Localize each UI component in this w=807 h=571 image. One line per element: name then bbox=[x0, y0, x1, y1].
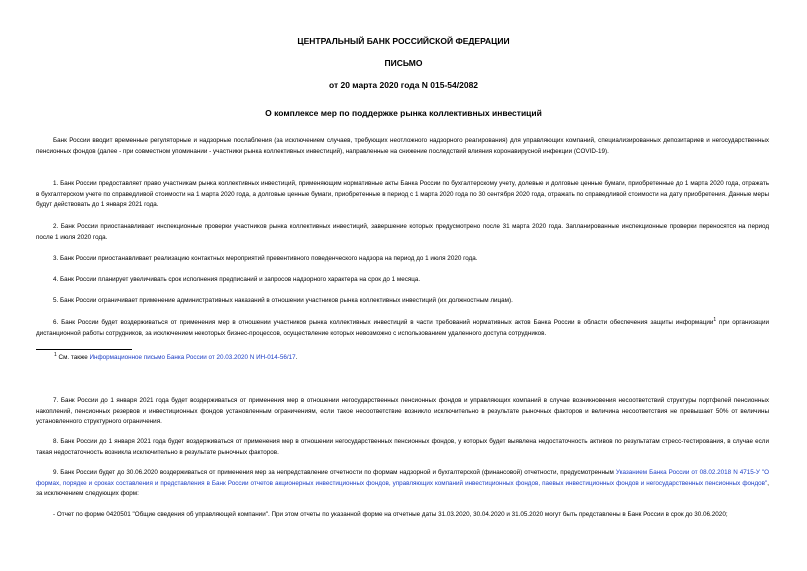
document-date-number: от 20 марта 2020 года N 015-54/2082 bbox=[328, 80, 479, 90]
item-6-text: 6. Банк России будет воздерживаться от применения мер в отношении участников рынка коллективных инвестиций в части требований нормативных актов Банка России в области обеспечения защиты информации bbox=[53, 319, 714, 326]
item-10: - Отчет по форме 0420501 "Общие сведения об управляющей компании". При этом отчеты по указанной форме на отчетные даты 31.03.2020, 30.04.2020 и 31.05.2020 могут быть представлены в Банк России в срок до 30.06.2020; bbox=[53, 511, 728, 518]
item-6 bbox=[36, 318, 769, 339]
item-9-end: , за исключением следующих форм: bbox=[36, 479, 769, 498]
item-5: 5. Банк России ограничивает применение административных наказаний в отношении участников рынка коллективных инвестиций (их должностным лицам). bbox=[53, 297, 513, 304]
footnote-end: . bbox=[295, 354, 298, 361]
item-4: 4. Банк России планирует увеличивать срок исполнения предписаний и запросов надзорного характера на срок до 1 месяца. bbox=[53, 276, 421, 283]
regulation-link[interactable]: Указанием Банка России от 08.02.2018 N 4715-У "О формах, порядке и сроках составления и представления в Банк России отчетов акционерных инвестиционных фондов, управляющих компаний инвестиционных фондов, паевых инвестиционных фондов и негосударственных пенсионных фондов" bbox=[36, 469, 769, 487]
intro-paragraph: Банк России вводит временные регуляторные и надзорные послабления (за исключением случаев, требующих неотложного надзорного реагирования) для управляющих компаний, специализированных депозитариев и негосударственных пенсионных фондов (далее - при совместном упоминании - участники рынка коллективных инвестиций), направленные на снижение последствий влияния коронавирусной инфекции (COVID-19). bbox=[36, 137, 769, 155]
footnote-reference[interactable]: 1 bbox=[713, 316, 717, 323]
item-9 bbox=[36, 468, 769, 500]
item-7: 7. Банк России до 1 января 2021 года будет воздерживаться от применения мер в отношении негосударственных пенсионных фондов и управляющих компаний в случае возникновения несоответствий структуры портфелей пенсионных накоплений, пенсионных резервов и инвестиционных фондов установленным ограничениям, если такое несоответствие возникло исключительно в результате рыночных факторов и величина несоответствия не превышает 50% от величины установленного структурного ограничения. bbox=[36, 397, 769, 426]
footnote bbox=[54, 353, 297, 363]
document-type: ПИСЬМО bbox=[384, 58, 423, 68]
item-6-tail: при организации дистанционной работы сотрудников, за исключением некоторых бизнес-процессов, осуществление которых невозможно с использованием удаленного доступа сотрудников. bbox=[36, 319, 769, 337]
item-2: 2. Банк России приостанавливает инспекционные проверки участников рынка коллективных инвестиций, завершение которых предусмотрено после 31 марта 2020 года. Запланированные инспекционные проверки переносятся на период после 1 июля 2020 года. bbox=[36, 223, 769, 241]
footnote-text: См. также bbox=[56, 354, 90, 361]
footnote-link[interactable]: Информационное письмо Банка России от 20.03.2020 N ИН-014-56/17 bbox=[89, 354, 296, 361]
issuer-heading: ЦЕНТРАЛЬНЫЙ БАНК РОССИЙСКОЙ ФЕДЕРАЦИИ bbox=[297, 36, 510, 46]
item-1: 1. Банк России предоставляет право участникам рынка коллективных инвестиций, применяющим нормативные акты Банка России по бухгалтерскому учету, долевые и долговые ценные бумаги, приобретенные до 1 марта 2020 года, отражать в бухгалтерском учете по справедливой стоимости на 1 марта 2020 года, а долговые ценные бумаги, приобретенные в период с 1 марта 2020 года по 30 сентября 2020 года, отражать по справедливой стоимости на дату приобретения. Данные меры будут действовать до 1 января 2021 года. bbox=[36, 180, 769, 209]
footnote-divider bbox=[36, 349, 132, 350]
footnote-marker: 1 bbox=[54, 351, 57, 358]
document-title: О комплексе мер по поддержке рынка коллективных инвестиций bbox=[265, 108, 542, 118]
item-3: 3. Банк России приостанавливает реализацию контактных мероприятий превентивного поведенческого надзора на период до 1 июля 2020 года. bbox=[53, 255, 478, 262]
item-9-text: 9. Банк России будет до 30.06.2020 воздерживаться от применения мер за непредставление отчетности по формам надзорной и бухгалтерской (финансовой) отчетности, предусмотренным bbox=[53, 469, 616, 476]
item-8: 8. Банк России до 1 января 2021 года будет воздерживаться от применения мер в отношении негосударственных пенсионных фондов, у которых будет выявлена недостаточность активов по результатам стресс-тестирования, в случае если такая недостаточность возникла исключительно в результате рыночных факторов. bbox=[36, 438, 769, 456]
